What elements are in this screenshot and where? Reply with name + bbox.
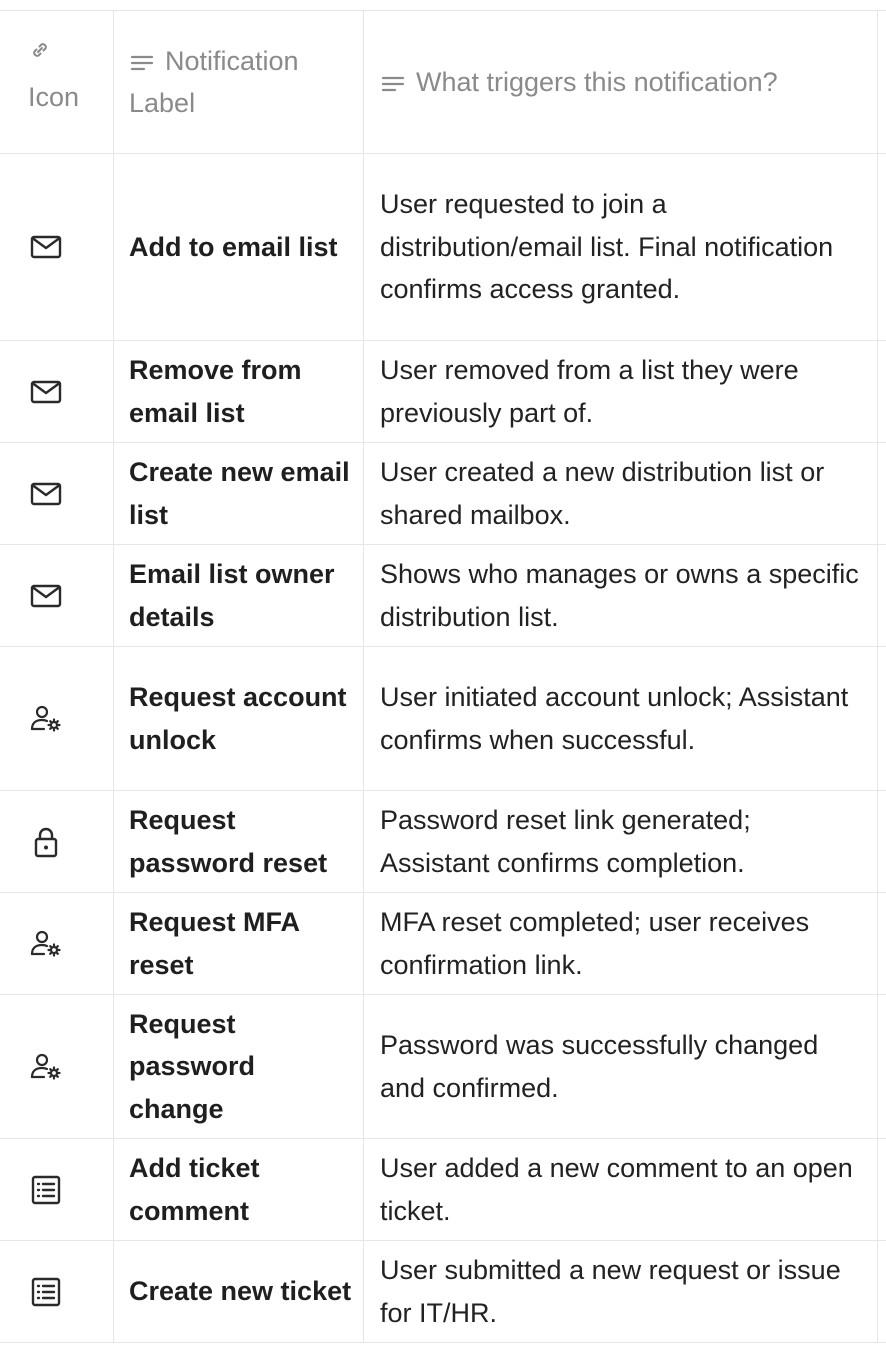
description-cell[interactable] (364, 647, 878, 790)
table-row[interactable] (0, 995, 886, 1139)
notification-trigger-description: Password reset link generated; Assistant confirms completion. (380, 805, 751, 878)
label-cell[interactable] (114, 791, 364, 892)
text-lines-icon (129, 53, 155, 73)
label-cell[interactable] (114, 893, 364, 994)
icon-cell (0, 893, 114, 994)
notification-label: Request password reset (129, 805, 328, 878)
description-cell[interactable] (364, 893, 878, 994)
text-lines-icon (380, 74, 406, 94)
notifications-table (0, 10, 886, 1343)
label-cell[interactable] (114, 154, 364, 340)
label-cell[interactable] (114, 545, 364, 646)
table-row[interactable] (0, 545, 886, 647)
description-cell[interactable] (364, 341, 878, 442)
description-cell[interactable] (364, 1139, 878, 1240)
description-cell[interactable] (364, 154, 878, 340)
header-icon-column[interactable] (0, 11, 114, 153)
label-cell[interactable] (114, 1139, 364, 1240)
notification-trigger-description: User requested to join a distribution/email list. Final notification confirms access granted. (380, 189, 834, 305)
label-cell[interactable] (114, 443, 364, 544)
notification-trigger-description: User submitted a new request or issue for IT/HR. (380, 1255, 841, 1328)
user-gear-icon (28, 701, 64, 737)
icon-cell (0, 545, 114, 646)
notification-label: Request password change (129, 1008, 256, 1124)
description-cell[interactable] (364, 995, 878, 1138)
notification-trigger-description: Password was successfully changed and confirmed. (380, 1030, 819, 1103)
table-row[interactable] (0, 154, 886, 341)
description-cell[interactable] (364, 545, 878, 646)
notification-trigger-description: MFA reset completed; user receives confirmation link. (380, 907, 810, 980)
header-desc-text: What triggers this notification? (416, 67, 778, 97)
table-row[interactable] (0, 893, 886, 995)
table-row[interactable] (0, 1241, 886, 1343)
list-icon (28, 1274, 64, 1310)
icon-cell (0, 1241, 114, 1342)
label-cell[interactable] (114, 647, 364, 790)
notification-trigger-description: User initiated account unlock; Assistant confirms when successful. (380, 682, 849, 755)
header-label-text: Notification Label (129, 46, 299, 118)
mail-icon (28, 229, 64, 265)
header-desc-column[interactable] (364, 11, 878, 153)
link-icon (28, 32, 79, 74)
icon-cell (0, 1139, 114, 1240)
icon-cell (0, 341, 114, 442)
notification-label: Email list owner details (129, 559, 335, 632)
icon-cell (0, 154, 114, 340)
notification-label: Request account unlock (129, 682, 347, 755)
table-row[interactable] (0, 647, 886, 791)
label-cell[interactable] (114, 1241, 364, 1342)
table-row[interactable] (0, 791, 886, 893)
notification-label: Remove from email list (129, 355, 302, 428)
notification-label: Create new ticket (129, 1276, 352, 1307)
header-label-column[interactable] (114, 11, 364, 153)
mail-icon (28, 476, 64, 512)
notification-trigger-description: User removed from a list they were previously part of. (380, 355, 799, 428)
table-row[interactable] (0, 341, 886, 443)
notification-trigger-description: User added a new comment to an open ticket. (380, 1153, 853, 1226)
user-gear-icon (28, 926, 64, 962)
icon-cell (0, 995, 114, 1138)
notification-trigger-description: Shows who manages or owns a specific distribution list. (380, 559, 859, 632)
label-cell[interactable] (114, 995, 364, 1138)
list-icon (28, 1172, 64, 1208)
header-icon-label: Icon (28, 82, 80, 112)
notification-label: Add to email list (129, 231, 338, 262)
notification-label: Request MFA reset (129, 907, 300, 980)
table-header-row (0, 10, 886, 154)
description-cell[interactable] (364, 443, 878, 544)
description-cell[interactable] (364, 1241, 878, 1342)
table-row[interactable] (0, 1139, 886, 1241)
icon-cell (0, 791, 114, 892)
notification-trigger-description: User created a new distribution list or shared mailbox. (380, 457, 825, 530)
notification-label: Create new email list (129, 457, 350, 530)
label-cell[interactable] (114, 341, 364, 442)
mail-icon (28, 374, 64, 410)
mail-icon (28, 578, 64, 614)
icon-cell (0, 443, 114, 544)
description-cell[interactable] (364, 791, 878, 892)
lock-icon (28, 824, 64, 860)
table-row[interactable] (0, 443, 886, 545)
icon-cell (0, 647, 114, 790)
user-gear-icon (28, 1049, 64, 1085)
notification-label: Add ticket comment (129, 1153, 260, 1226)
